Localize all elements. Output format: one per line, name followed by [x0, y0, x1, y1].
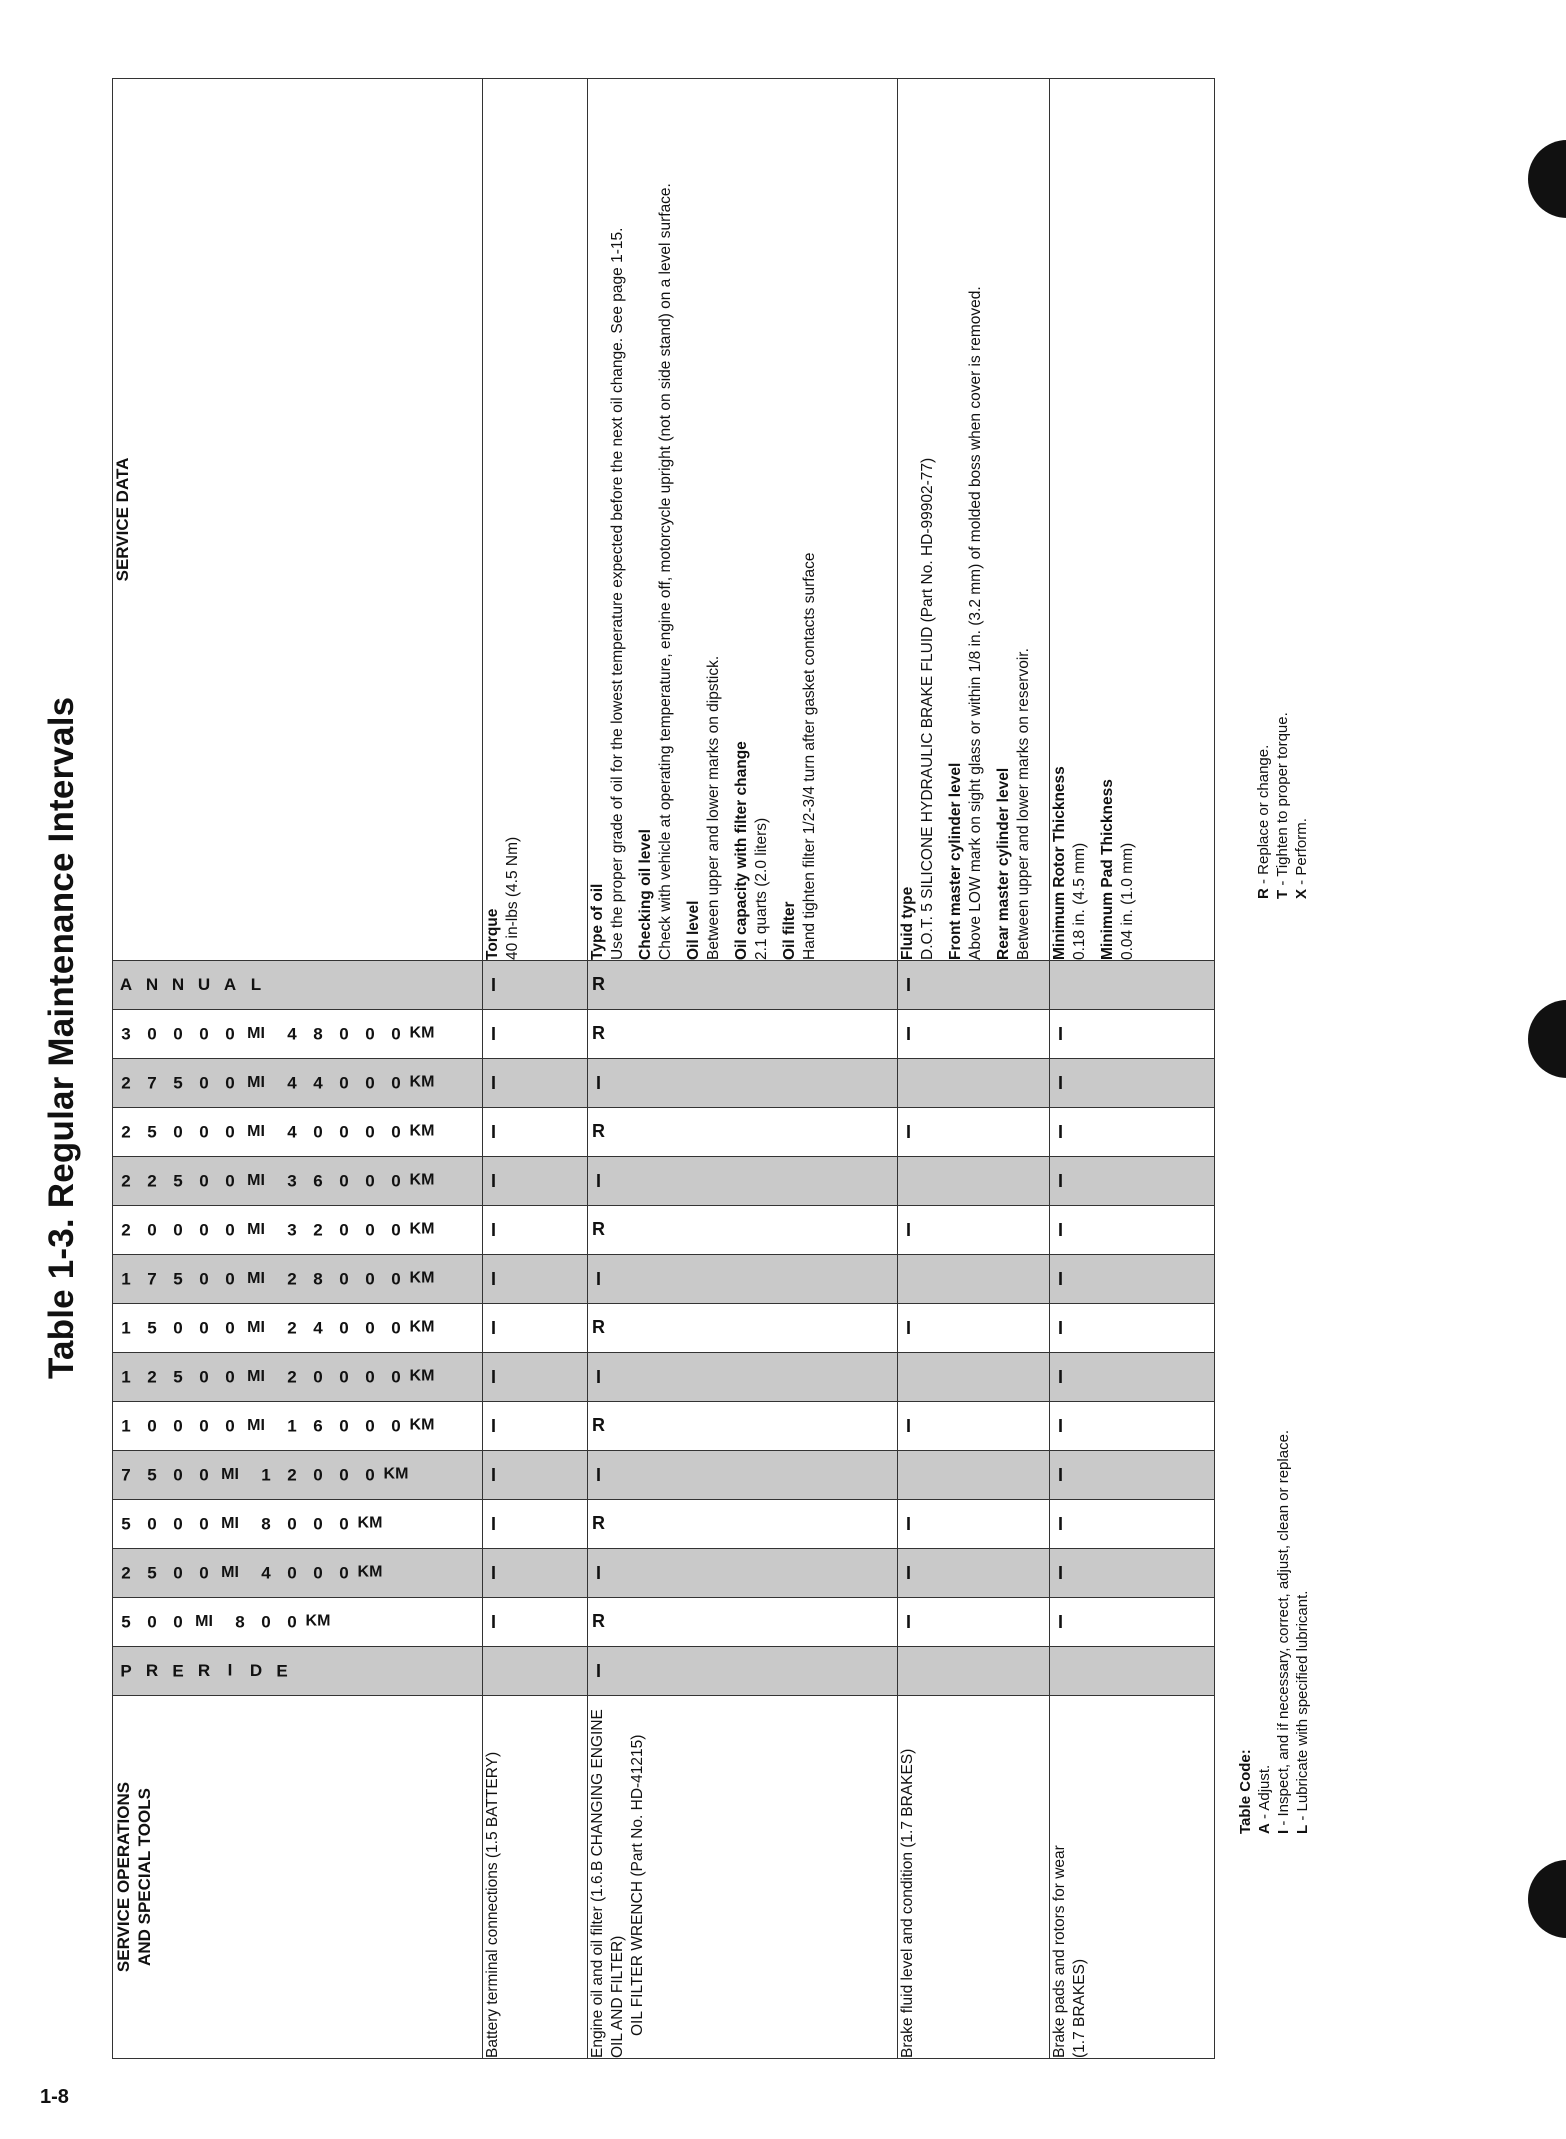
maintenance-table — [112, 78, 1215, 2059]
interval-code-cell — [898, 1647, 1050, 1696]
interval-label: 3 0 0 0 0 MI 4 8 0 0 0 KM — [121, 1024, 435, 1043]
interval-label: 2 2 5 0 0 MI 3 6 0 0 0 KM — [121, 1171, 435, 1190]
table-code-legend-right — [1254, 712, 1311, 899]
service-data-block — [994, 79, 1034, 960]
interval-code-cell: I — [1050, 1304, 1215, 1353]
service-data-heading: Type of oil — [589, 883, 606, 960]
interval-label: 2 0 0 0 0 MI 3 2 0 0 0 KM — [121, 1220, 435, 1239]
interval-code-cell: I — [483, 1059, 588, 1108]
interval-header-20000 — [113, 1206, 483, 1255]
interval-code-cell: I — [898, 1010, 1050, 1059]
service-operation-text: Brake pads and rotors for wear — [1051, 1845, 1068, 2058]
interval-code-cell: I — [898, 1500, 1050, 1549]
interval-code-cell: I — [1050, 1206, 1215, 1255]
service-data-cell — [1050, 79, 1215, 961]
service-data-heading: Oil filter — [781, 901, 798, 960]
service-data-text: Hand tighten filter 1/2-3/4 turn after gasket contacts surface — [801, 552, 818, 960]
service-operation-text: Brake fluid level and condition (1.7 BRAKES) — [899, 1748, 916, 2058]
interval-code-cell: I — [588, 1059, 898, 1108]
service-data-text: Above LOW mark on sight glass or within 1/8 in. (3.2 mm) of molded boss when cover is removed. — [967, 286, 984, 960]
interval-code-cell: I — [483, 1255, 588, 1304]
interval-code-cell: I — [1050, 1255, 1215, 1304]
interval-code-cell: I — [1050, 1451, 1215, 1500]
interval-header-500 — [113, 1598, 483, 1647]
legend-item-a: A - Adjust. — [1256, 1764, 1273, 1834]
service-operation-text: Battery terminal connections (1.5 BATTERY) — [484, 1751, 501, 2058]
interval-label: A N N U A L — [119, 975, 262, 995]
interval-code-cell: R — [588, 1206, 898, 1255]
interval-header-5000 — [113, 1500, 483, 1549]
service-data-heading: Fluid type — [899, 886, 916, 960]
interval-code-cell — [898, 1451, 1050, 1500]
interval-code-cell: I — [1050, 1157, 1215, 1206]
interval-header-manual — [113, 961, 483, 1010]
interval-code-cell: I — [483, 1157, 588, 1206]
service-data-text: Check with vehicle at operating temperature, engine off, motorcycle upright (not on side stand) on a level surface. — [657, 183, 674, 960]
interval-code-cell: I — [483, 1549, 588, 1598]
interval-code-cell — [483, 1647, 588, 1696]
interval-label: 5 0 0 0 MI 8 0 0 0 KM — [121, 1514, 383, 1533]
service-data-heading: Minimum Pad Thickness — [1099, 779, 1116, 960]
interval-code-cell — [1050, 961, 1215, 1010]
service-data-block — [1050, 79, 1090, 960]
interval-label: 1 7 5 0 0 MI 2 8 0 0 0 KM — [121, 1269, 435, 1288]
interval-label: 7 5 0 0 MI 1 2 0 0 0 KM — [121, 1465, 409, 1484]
interval-code-cell: I — [483, 1206, 588, 1255]
interval-code-cell: I — [1050, 1353, 1215, 1402]
interval-label: 2 5 0 0 0 MI 4 0 0 0 0 KM — [121, 1122, 435, 1141]
interval-code-cell: I — [1050, 1010, 1215, 1059]
interval-code-cell: I — [483, 1598, 588, 1647]
interval-code-cell: I — [588, 1549, 898, 1598]
table-row — [1050, 79, 1215, 2059]
service-data-text: 40 in-lbs (4.5 Nm) — [504, 836, 521, 960]
service-operation-cell — [483, 1696, 588, 2059]
legend-item-x: X - Perform. — [1293, 818, 1310, 899]
interval-code-cell: I — [1050, 1598, 1215, 1647]
interval-code-cell: I — [898, 1549, 1050, 1598]
table-row — [588, 79, 898, 2059]
service-data-heading: Checking oil level — [637, 829, 654, 960]
service-data-text: 2.1 quarts (2.0 liters) — [753, 817, 770, 960]
service-operations-header — [113, 1696, 483, 2059]
service-data-block — [684, 79, 724, 960]
service-operation-cell — [588, 1696, 898, 2059]
interval-code-cell: I — [483, 961, 588, 1010]
interval-header-7500 — [113, 1451, 483, 1500]
interval-code-cell: R — [588, 1598, 898, 1647]
service-data-text: Between upper and lower marks on dipstick. — [705, 655, 722, 960]
interval-code-cell — [898, 1255, 1050, 1304]
interval-header-12500 — [113, 1353, 483, 1402]
service-data-block — [780, 79, 820, 960]
table-row — [898, 79, 1050, 2059]
service-data-heading: Oil capacity with filter change — [733, 741, 750, 960]
service-data-text: Use the proper grade of oil for the lowest temperature expected before the next oil change. See page 1-15. — [609, 227, 626, 960]
service-data-block — [588, 79, 628, 960]
interval-header-25000 — [113, 1108, 483, 1157]
service-data-block — [898, 79, 938, 960]
interval-code-cell: R — [588, 1010, 898, 1059]
interval-code-cell: I — [898, 1304, 1050, 1353]
interval-code-cell: I — [483, 1353, 588, 1402]
interval-label: 1 5 0 0 0 MI 2 4 0 0 0 KM — [121, 1318, 435, 1337]
service-operation-text: OIL FILTER WRENCH (Part No. HD-41215) — [629, 1734, 646, 2036]
interval-code-cell: I — [898, 1402, 1050, 1451]
service-data-heading: Front master cylinder level — [947, 762, 964, 960]
interval-code-cell: R — [588, 1108, 898, 1157]
service-operation-text: (1.7 BRAKES) — [1071, 1958, 1088, 2058]
interval-code-cell: I — [1050, 1402, 1215, 1451]
header-row — [113, 79, 483, 2059]
interval-code-cell: I — [483, 1010, 588, 1059]
interval-code-cell: I — [588, 1647, 898, 1696]
interval-code-cell — [898, 1353, 1050, 1402]
interval-label: 5 0 0 MI 8 0 0 KM — [121, 1612, 331, 1631]
interval-header-pre — [113, 1647, 483, 1696]
interval-label: 1 0 0 0 0 MI 1 6 0 0 0 KM — [121, 1416, 435, 1435]
service-data-cell — [483, 79, 588, 961]
interval-code-cell: I — [483, 1304, 588, 1353]
service-data-text: D.O.T. 5 SILICONE HYDRAULIC BRAKE FLUID (Part No. HD-99902-77) — [919, 457, 936, 960]
interval-code-cell: I — [1050, 1059, 1215, 1108]
service-data-block — [483, 79, 523, 960]
table-code-legend — [1236, 1430, 1312, 1834]
service-operation-cell — [898, 1696, 1050, 2059]
service-operation-text: Engine oil and oil filter (1.6.B CHANGING ENGINE OIL AND FILTER) — [589, 1709, 626, 2058]
service-data-heading: Minimum Rotor Thickness — [1051, 766, 1068, 960]
interval-label: 2 5 0 0 MI 4 0 0 0 KM — [121, 1563, 383, 1582]
legend-item-t: T - Tighten to proper torque. — [1274, 712, 1291, 899]
interval-header-22500 — [113, 1157, 483, 1206]
service-data-text: 0.18 in. (4.5 mm) — [1071, 842, 1088, 960]
service-data-header: SERVICE DATA — [113, 79, 483, 961]
service-data-heading: Torque — [484, 908, 501, 960]
interval-code-cell: R — [588, 1500, 898, 1549]
page-number: 1-8 — [40, 2086, 69, 2108]
interval-code-cell — [1050, 1647, 1215, 1696]
ops-header-line2: AND SPECIAL TOOLS — [135, 1788, 154, 1966]
legend-item-l: L - Lubricate with specified lubricant. — [1294, 1590, 1311, 1834]
interval-header-27500 — [113, 1059, 483, 1108]
service-data-text: 0.04 in. (1.0 mm) — [1119, 842, 1136, 960]
service-data-text: Between upper and lower marks on reservoir. — [1015, 648, 1032, 960]
interval-code-cell: I — [588, 1157, 898, 1206]
page-title: Table 1-3. Regular Maintenance Intervals — [42, 696, 81, 1379]
interval-code-cell: I — [1050, 1500, 1215, 1549]
service-data-block — [946, 79, 986, 960]
interval-header-17500 — [113, 1255, 483, 1304]
interval-code-cell: I — [588, 1353, 898, 1402]
service-data-heading: Oil level — [685, 900, 702, 960]
interval-code-cell: I — [898, 1108, 1050, 1157]
interval-code-cell — [898, 1157, 1050, 1206]
service-data-block — [732, 79, 772, 960]
legend-item-i: I - Inspect, and if necessary, correct, adjust, clean or replace. — [1275, 1429, 1292, 1834]
legend-item-r: R - Replace or change. — [1255, 744, 1272, 899]
service-data-cell — [588, 79, 898, 961]
interval-code-cell: I — [483, 1402, 588, 1451]
interval-code-cell: I — [588, 1255, 898, 1304]
interval-code-cell: I — [898, 1206, 1050, 1255]
table-row — [483, 79, 588, 2059]
interval-code-cell: I — [483, 1500, 588, 1549]
interval-code-cell: I — [1050, 1108, 1215, 1157]
interval-code-cell: I — [898, 1598, 1050, 1647]
interval-header-2500 — [113, 1549, 483, 1598]
interval-header-10000 — [113, 1402, 483, 1451]
service-data-heading: Rear master cylinder level — [995, 767, 1012, 960]
interval-code-cell — [898, 1059, 1050, 1108]
interval-code-cell: R — [588, 1402, 898, 1451]
interval-label: 2 7 5 0 0 MI 4 4 0 0 0 KM — [121, 1073, 435, 1092]
legend-heading: Table Code: — [1237, 1749, 1254, 1834]
interval-header-30000 — [113, 1010, 483, 1059]
interval-code-cell: R — [588, 1304, 898, 1353]
interval-code-cell: I — [483, 1108, 588, 1157]
interval-code-cell: I — [588, 1451, 898, 1500]
service-data-block — [1098, 79, 1138, 960]
interval-label: 1 2 5 0 0 MI 2 0 0 0 0 KM — [121, 1367, 435, 1386]
service-data-cell — [898, 79, 1050, 961]
ops-header-line1: SERVICE OPERATIONS — [114, 1781, 133, 1973]
interval-header-15000 — [113, 1304, 483, 1353]
interval-code-cell: I — [1050, 1549, 1215, 1598]
interval-code-cell: I — [483, 1451, 588, 1500]
interval-code-cell: I — [898, 961, 1050, 1010]
service-data-block — [636, 79, 676, 960]
service-operation-cell — [1050, 1696, 1215, 2059]
interval-code-cell: R — [588, 961, 898, 1010]
interval-label: P R E R I D E — [120, 1661, 288, 1681]
